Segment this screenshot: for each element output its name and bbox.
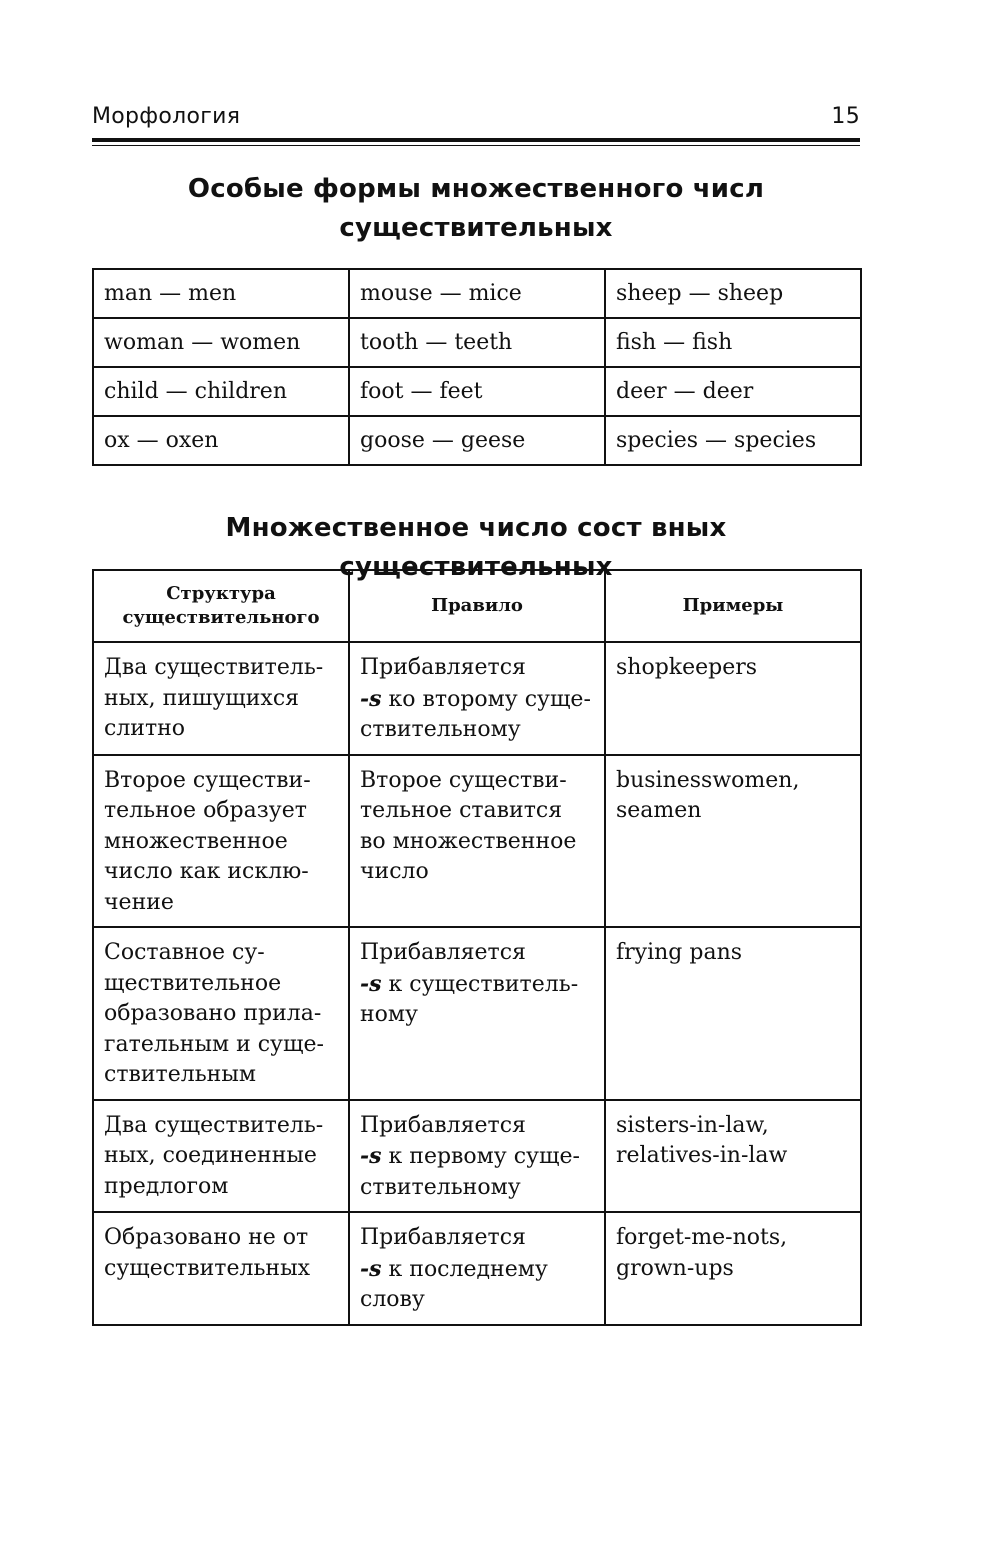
compound-plurals-table: [92, 569, 862, 1326]
structure-cell: [93, 927, 349, 1100]
cell-line: [360, 1141, 594, 1173]
cell-line: ных, пишущихся: [104, 685, 300, 711]
page-number: 15: [831, 104, 860, 129]
suffix-s: -s: [360, 1255, 382, 1282]
suffix-s: -s: [360, 685, 382, 712]
cell-line: relatives-in-law: [616, 1143, 788, 1168]
structure-cell: [93, 1212, 349, 1325]
table-cell: child — children: [93, 367, 349, 416]
cell-line: гательным и суще-: [104, 1031, 324, 1057]
cell-line: ному: [360, 1002, 418, 1027]
cell-line: Второе существи-: [104, 767, 311, 793]
cell-line: frying pans: [616, 940, 743, 965]
examples-cell: [605, 1212, 861, 1325]
cell-line: [360, 1254, 594, 1286]
rule-text: к последнему: [388, 1256, 548, 1282]
cell-line: Прибавляется: [360, 940, 526, 965]
table-cell: ox — oxen: [93, 416, 349, 465]
cell-line: ществительное: [104, 970, 282, 996]
cell-line: число: [360, 859, 429, 884]
running-header: [92, 104, 860, 129]
cell-line: [360, 684, 594, 716]
cell-line: grown-ups: [616, 1255, 734, 1281]
section-title-compound-plurals: Множественное число сост вных существительных: [225, 513, 727, 582]
rule-text: ко второму суще-: [388, 686, 591, 712]
table-row: [93, 318, 861, 367]
cell-line: образовано прила-: [104, 1001, 322, 1026]
cell-line: чение: [104, 889, 174, 915]
cell-line: Прибавляется: [360, 655, 526, 680]
header-rule-thick: [92, 138, 860, 142]
rule-cell: [349, 1212, 605, 1325]
table-row: [93, 642, 861, 755]
cell-line: множественное: [104, 828, 288, 854]
cell-line: слову: [360, 1287, 425, 1312]
cell-line: Два существитель-: [104, 655, 324, 680]
table-row: [93, 927, 861, 1100]
table-cell: fish — fish: [605, 318, 861, 367]
suffix-s: -s: [360, 1143, 382, 1169]
cell-line: предлогом: [104, 1173, 229, 1199]
table-row: [93, 1100, 861, 1213]
cell-line: ных, соединенные: [104, 1143, 317, 1168]
table-cell: goose — geese: [349, 416, 605, 465]
cell-line: Образовано не от: [104, 1225, 309, 1250]
column-header-examples: Примеры: [605, 570, 861, 642]
cell-line: число как исклю-: [104, 859, 309, 884]
column-header-structure: [93, 570, 349, 642]
structure-cell: [93, 642, 349, 755]
table-row: [93, 367, 861, 416]
cell-line: Прибавляется: [360, 1225, 526, 1250]
cell-line: businesswomen,: [616, 767, 800, 793]
cell-line: Прибавляется: [360, 1112, 526, 1138]
title-line: Особые формы множественного числ: [187, 174, 765, 204]
header-rule-thin: [92, 145, 860, 146]
header-line: существительного: [122, 607, 320, 628]
table-cell: foot — feet: [349, 367, 605, 416]
structure-cell: [93, 755, 349, 928]
table-cell: woman — women: [93, 318, 349, 367]
table-row: [93, 269, 861, 318]
examples-cell: [605, 642, 861, 755]
cell-line: sisters-in-law,: [616, 1112, 769, 1138]
header-line: Структура: [166, 583, 276, 604]
table-cell: tooth — teeth: [349, 318, 605, 367]
examples-cell: [605, 927, 861, 1100]
cell-line: Составное су-: [104, 940, 265, 965]
cell-line: forget-me-nots,: [616, 1225, 788, 1250]
cell-line: Два существитель-: [104, 1112, 324, 1138]
cell-line: ствительным: [104, 1062, 256, 1087]
table-header-row: [93, 570, 861, 642]
examples-cell: [605, 755, 861, 928]
rule-cell: [349, 927, 605, 1100]
rule-cell: [349, 755, 605, 928]
cell-line: тельное образует: [104, 798, 307, 823]
table-cell: man — men: [93, 269, 349, 318]
rule-cell: [349, 642, 605, 755]
table-row: [93, 1212, 861, 1325]
cell-line: существительных: [104, 1255, 311, 1281]
cell-line: [360, 969, 594, 1001]
cell-line: Второе существи-: [360, 767, 567, 793]
cell-line: ствительному: [360, 717, 521, 742]
column-header-rule: Правило: [349, 570, 605, 642]
cell-line: ствительному: [360, 1174, 521, 1200]
suffix-s: -s: [360, 970, 382, 997]
table-cell: deer — deer: [605, 367, 861, 416]
cell-line: слитно: [104, 716, 186, 741]
table-cell: species — species: [605, 416, 861, 465]
examples-cell: [605, 1100, 861, 1213]
table-row: [93, 416, 861, 465]
structure-cell: [93, 1100, 349, 1213]
cell-line: seamen: [616, 798, 702, 823]
rule-text: к существитель-: [388, 971, 579, 997]
irregular-plurals-table: [92, 268, 862, 466]
cell-line: shopkeepers: [616, 655, 758, 680]
section-title-irregular-plurals: [92, 170, 860, 248]
cell-line: во множественное: [360, 828, 577, 854]
table-cell: sheep — sheep: [605, 269, 861, 318]
rule-cell: [349, 1100, 605, 1213]
table-row: [93, 755, 861, 928]
rule-text: к первому суще-: [388, 1144, 580, 1169]
cell-line: тельное ставится: [360, 798, 563, 823]
header-section-title: Морфология: [92, 104, 241, 129]
title-line: существительных: [339, 213, 613, 243]
table-cell: mouse — mice: [349, 269, 605, 318]
